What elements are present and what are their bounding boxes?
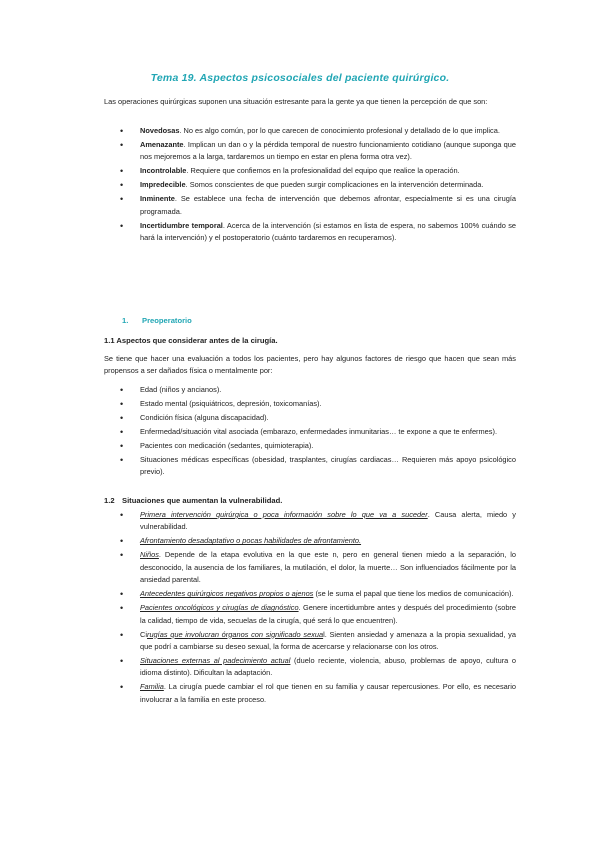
list-item [104, 165, 516, 177]
list-item: • Enfermedad/situación vital asociada (embarazo, enfermedades inmunitarias… te expone a que te enfermes). [104, 426, 516, 438]
feature-text: . Se establece una fecha de intervención que debemos afrontar, especialmente si es una cirugía programada. [140, 194, 516, 216]
item-text: l. Sienten ansiedad y amenaza a la propia sexualidad, ya que podrí a cambiarse su deseo sexual, la forma de acercarse y relacionarse con los otros. [140, 629, 516, 652]
risk-intro-paragraph: Se tiene que hacer una evaluación a todos los pacientes, pero hay algunos factores de riesgo que hacen que sean más propensos a ser dañados física o mentalmente por: [104, 354, 516, 376]
list-item [104, 179, 516, 191]
page-title: Tema 19. Aspectos psicosociales del paciente quirúrgico. [150, 72, 450, 84]
list-item: • Situaciones médicas específicas (obesidad, trasplantes, cirugías cardiacas… Requieren más apoyo psicológico previo). [104, 454, 516, 479]
feature-term: Incertidumbre temporal [140, 220, 223, 230]
list-item [104, 509, 516, 534]
list-item: • Condición física (alguna discapacidad). [104, 412, 516, 424]
item-underlined-term: Antecedentes quirúrgicos negativos propios o ajenos [140, 589, 314, 599]
item-text: . Depende de la etapa evolutiva en la que este n, pero en general tienen miedo a la separación, lo desconocido, la ausencia de los familiares, la mutilación, el dolor, la muerte… Son influenciados fácilmente por la ansiedad parental. [140, 550, 516, 585]
section-heading-preoperatorio: 1. Preoperatorio [122, 316, 192, 325]
item-underlined-term: Primera intervención quirúrgica o poca información sobre lo que va a suceder [140, 510, 428, 519]
item-text: (se le suma el papal que tiene los medios de comunicación). [313, 589, 514, 599]
feature-term: Impredecible [140, 180, 186, 190]
feature-term: Novedosas [140, 126, 180, 135]
item-text: . La cirugía puede cambiar el rol que tienen en su familia y causar repercusiones. Por ello, es necesario involucrar a la familia en este proceso. [140, 682, 516, 704]
list-item: • Pacientes con medicación (sedantes, quimioterapia). [104, 440, 516, 452]
item-text: (duelo reciente, violencia, abuso, problemas de apoyo, cultura o idioma distinto). Dificultan la adaptación. [140, 656, 516, 678]
list-item [104, 681, 516, 706]
list-item [104, 629, 516, 654]
features-list [104, 125, 516, 246]
subsection-heading-vulnerabilidad: 1.2 Situaciones que aumentan la vulnerabilidad. [104, 496, 283, 505]
item-text: . Genere incertidumbre antes y después del procedimiento (sobre la calidad, tiempo de vida, secuelas de la cirugía, qué será lo que encuentren). [140, 603, 516, 625]
vulnerability-list [104, 509, 516, 708]
feature-term: Amenazante [140, 140, 184, 149]
feature-term: Inminente [140, 194, 175, 204]
item-underlined-term: Familia [140, 682, 164, 692]
list-item: • Edad (niños y ancianos). [104, 384, 516, 396]
list-item [104, 655, 516, 680]
feature-text: . Requiere que confiemos en la profesionalidad del equipo que realice la operación. [186, 166, 460, 176]
list-item [104, 139, 516, 164]
item-underlined-term: rugías que involucran órganos con significado sexua [146, 629, 324, 639]
item-text: . Causa alerta, miedo y vulnerabilidad. [140, 510, 516, 532]
feature-term: Incontrolable [140, 166, 187, 176]
list-item [104, 193, 516, 218]
item-underlined-term: Afrontamiento desadaptativo o pocas habilidades de afrontamiento. [140, 536, 362, 546]
list-item [104, 220, 516, 245]
intro-paragraph: Las operaciones quirúrgicas suponen una situación estresante para la gente ya que tienen la percepción de que son: [104, 97, 488, 106]
item-prefix: Ci [140, 629, 147, 639]
list-item: • Estado mental (psiquiátricos, depresión, toxicomanías). [104, 398, 516, 410]
feature-text: . No es algo común, por lo que carecen de conocimiento profesional y detallado de lo que implica. [179, 126, 500, 135]
risk-factors-list [104, 384, 516, 480]
item-underlined-term: Pacientes oncológicos y cirugías de diagnóstico [140, 603, 299, 613]
list-item [104, 125, 516, 137]
feature-text: . Implican un dan o y la pérdida temporal de nuestro funcionamiento cotidiano (aunque suponga que nos mejoremos a la larga, tardaremos un tiempo en estar en plena forma otra vez). [140, 140, 516, 162]
list-item [104, 602, 516, 627]
subsection-heading-aspectos: 1.1 Aspectos que considerar antes de la cirugía. [104, 336, 278, 345]
feature-text: . Acerca de la intervención (si estamos en lista de espera, no sabemos 100% cuándo se hará la intervención) y el postoperatorio (cuánto tardaremos en recuperarnos). [140, 220, 517, 243]
item-underlined-term: Niños [140, 550, 159, 560]
feature-text: . Somos conscientes de que pueden surgir complicaciones en la intervención determinada. [185, 180, 484, 190]
list-item [104, 535, 516, 547]
list-item [104, 588, 516, 600]
item-underlined-term: Situaciones externas al padecimiento actual [140, 656, 291, 666]
list-item [104, 549, 516, 586]
